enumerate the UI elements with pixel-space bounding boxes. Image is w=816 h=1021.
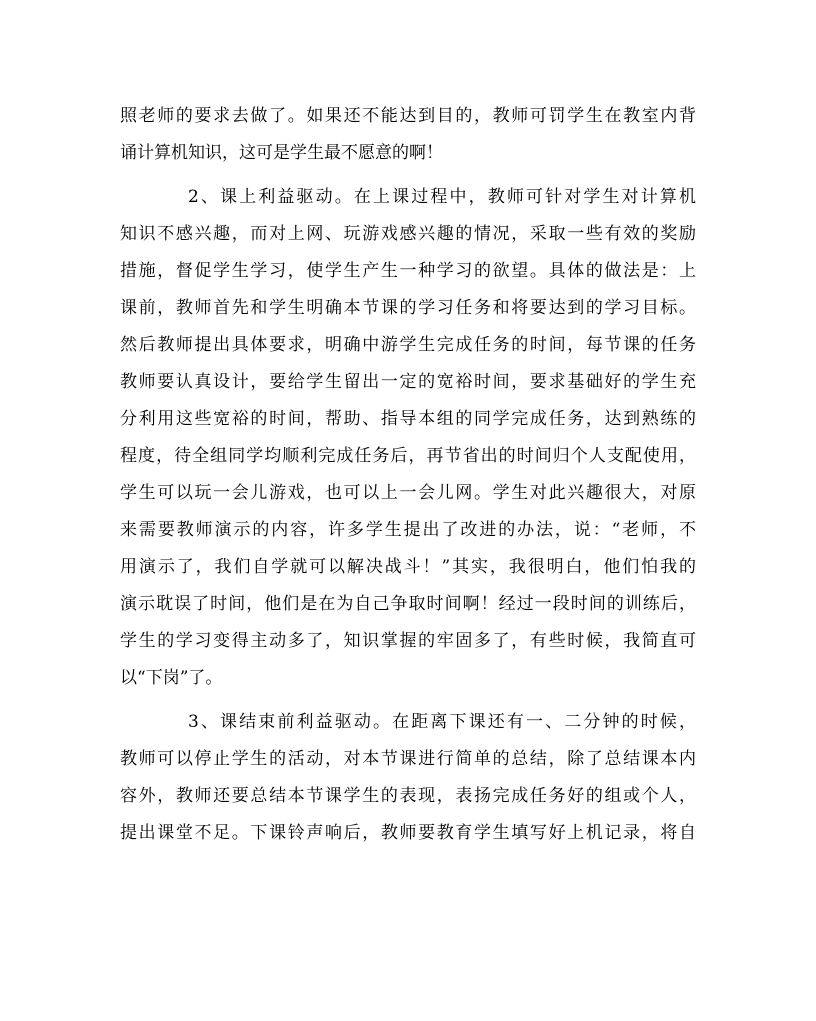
text-line: 知识不感兴趣，而对上网、玩游戏感兴趣的情况，采取一些有效的奖励 xyxy=(120,224,696,244)
text-line: 3、课结束前利益驱动。在距离下课还有一、二分钟的时候， xyxy=(188,712,696,732)
text-line: 课前，教师首先和学生明确本节课的学习任务和将要达到的学习目标。 xyxy=(120,298,696,318)
text-line: 容外，教师还要总结本节课学生的表现，表扬完成任务好的组或个人， xyxy=(120,786,696,806)
text-line: 来需要教师演示的内容，许多学生提出了改进的办法，说：“老师，不 xyxy=(120,520,696,540)
paragraph-gap xyxy=(120,697,696,704)
text-line: 演示耽误了时间，他们是在为自己争取时间啊！经过一段时间的训练后， xyxy=(120,594,696,614)
text-line: 以“下岗”了。 xyxy=(120,668,223,688)
document-body xyxy=(120,98,696,852)
text-line: 2、课上利益驱动。在上课过程中，教师可针对学生对计算机 xyxy=(188,187,696,207)
text-line: 诵计算机知识，这可是学生最不愿意的啊！ xyxy=(120,143,443,163)
text-line: 提出课堂不足。下课铃声响后，教师要教育学生填写好上机记录，将自 xyxy=(120,823,696,843)
text-line: 措施，督促学生学习，使学生产生一种学习的欲望。具体的做法是：上 xyxy=(120,261,696,281)
text-line: 学生可以玩一会儿游戏，也可以上一会儿网。学生对此兴趣很大，对原 xyxy=(120,483,696,503)
text-line: 照老师的要求去做了。如果还不能达到目的，教师可罚学生在教室内背 xyxy=(120,106,696,126)
text-line: 用演示了，我们自学就可以解决战斗！”其实，我很明白，他们怕我的 xyxy=(120,557,696,577)
text-line: 教师要认真设计，要给学生留出一定的宽裕时间，要求基础好的学生充 xyxy=(120,372,696,392)
text-line: 程度，待全组同学均顺利完成任务后，再节省出的时间归个人支配使用， xyxy=(120,446,696,466)
text-line: 分利用这些宽裕的时间，帮助、指导本组的同学完成任务，达到熟练的 xyxy=(120,409,696,429)
text-line: 然后教师提出具体要求，明确中游学生完成任务的时间，每节课的任务 xyxy=(120,335,696,355)
text-line: 学生的学习变得主动多了，知识掌握的牢固多了，有些时候，我简直可 xyxy=(120,631,696,651)
text-line: 教师可以停止学生的活动，对本节课进行简单的总结，除了总结课本内 xyxy=(120,749,696,769)
paragraph-gap xyxy=(120,172,696,179)
